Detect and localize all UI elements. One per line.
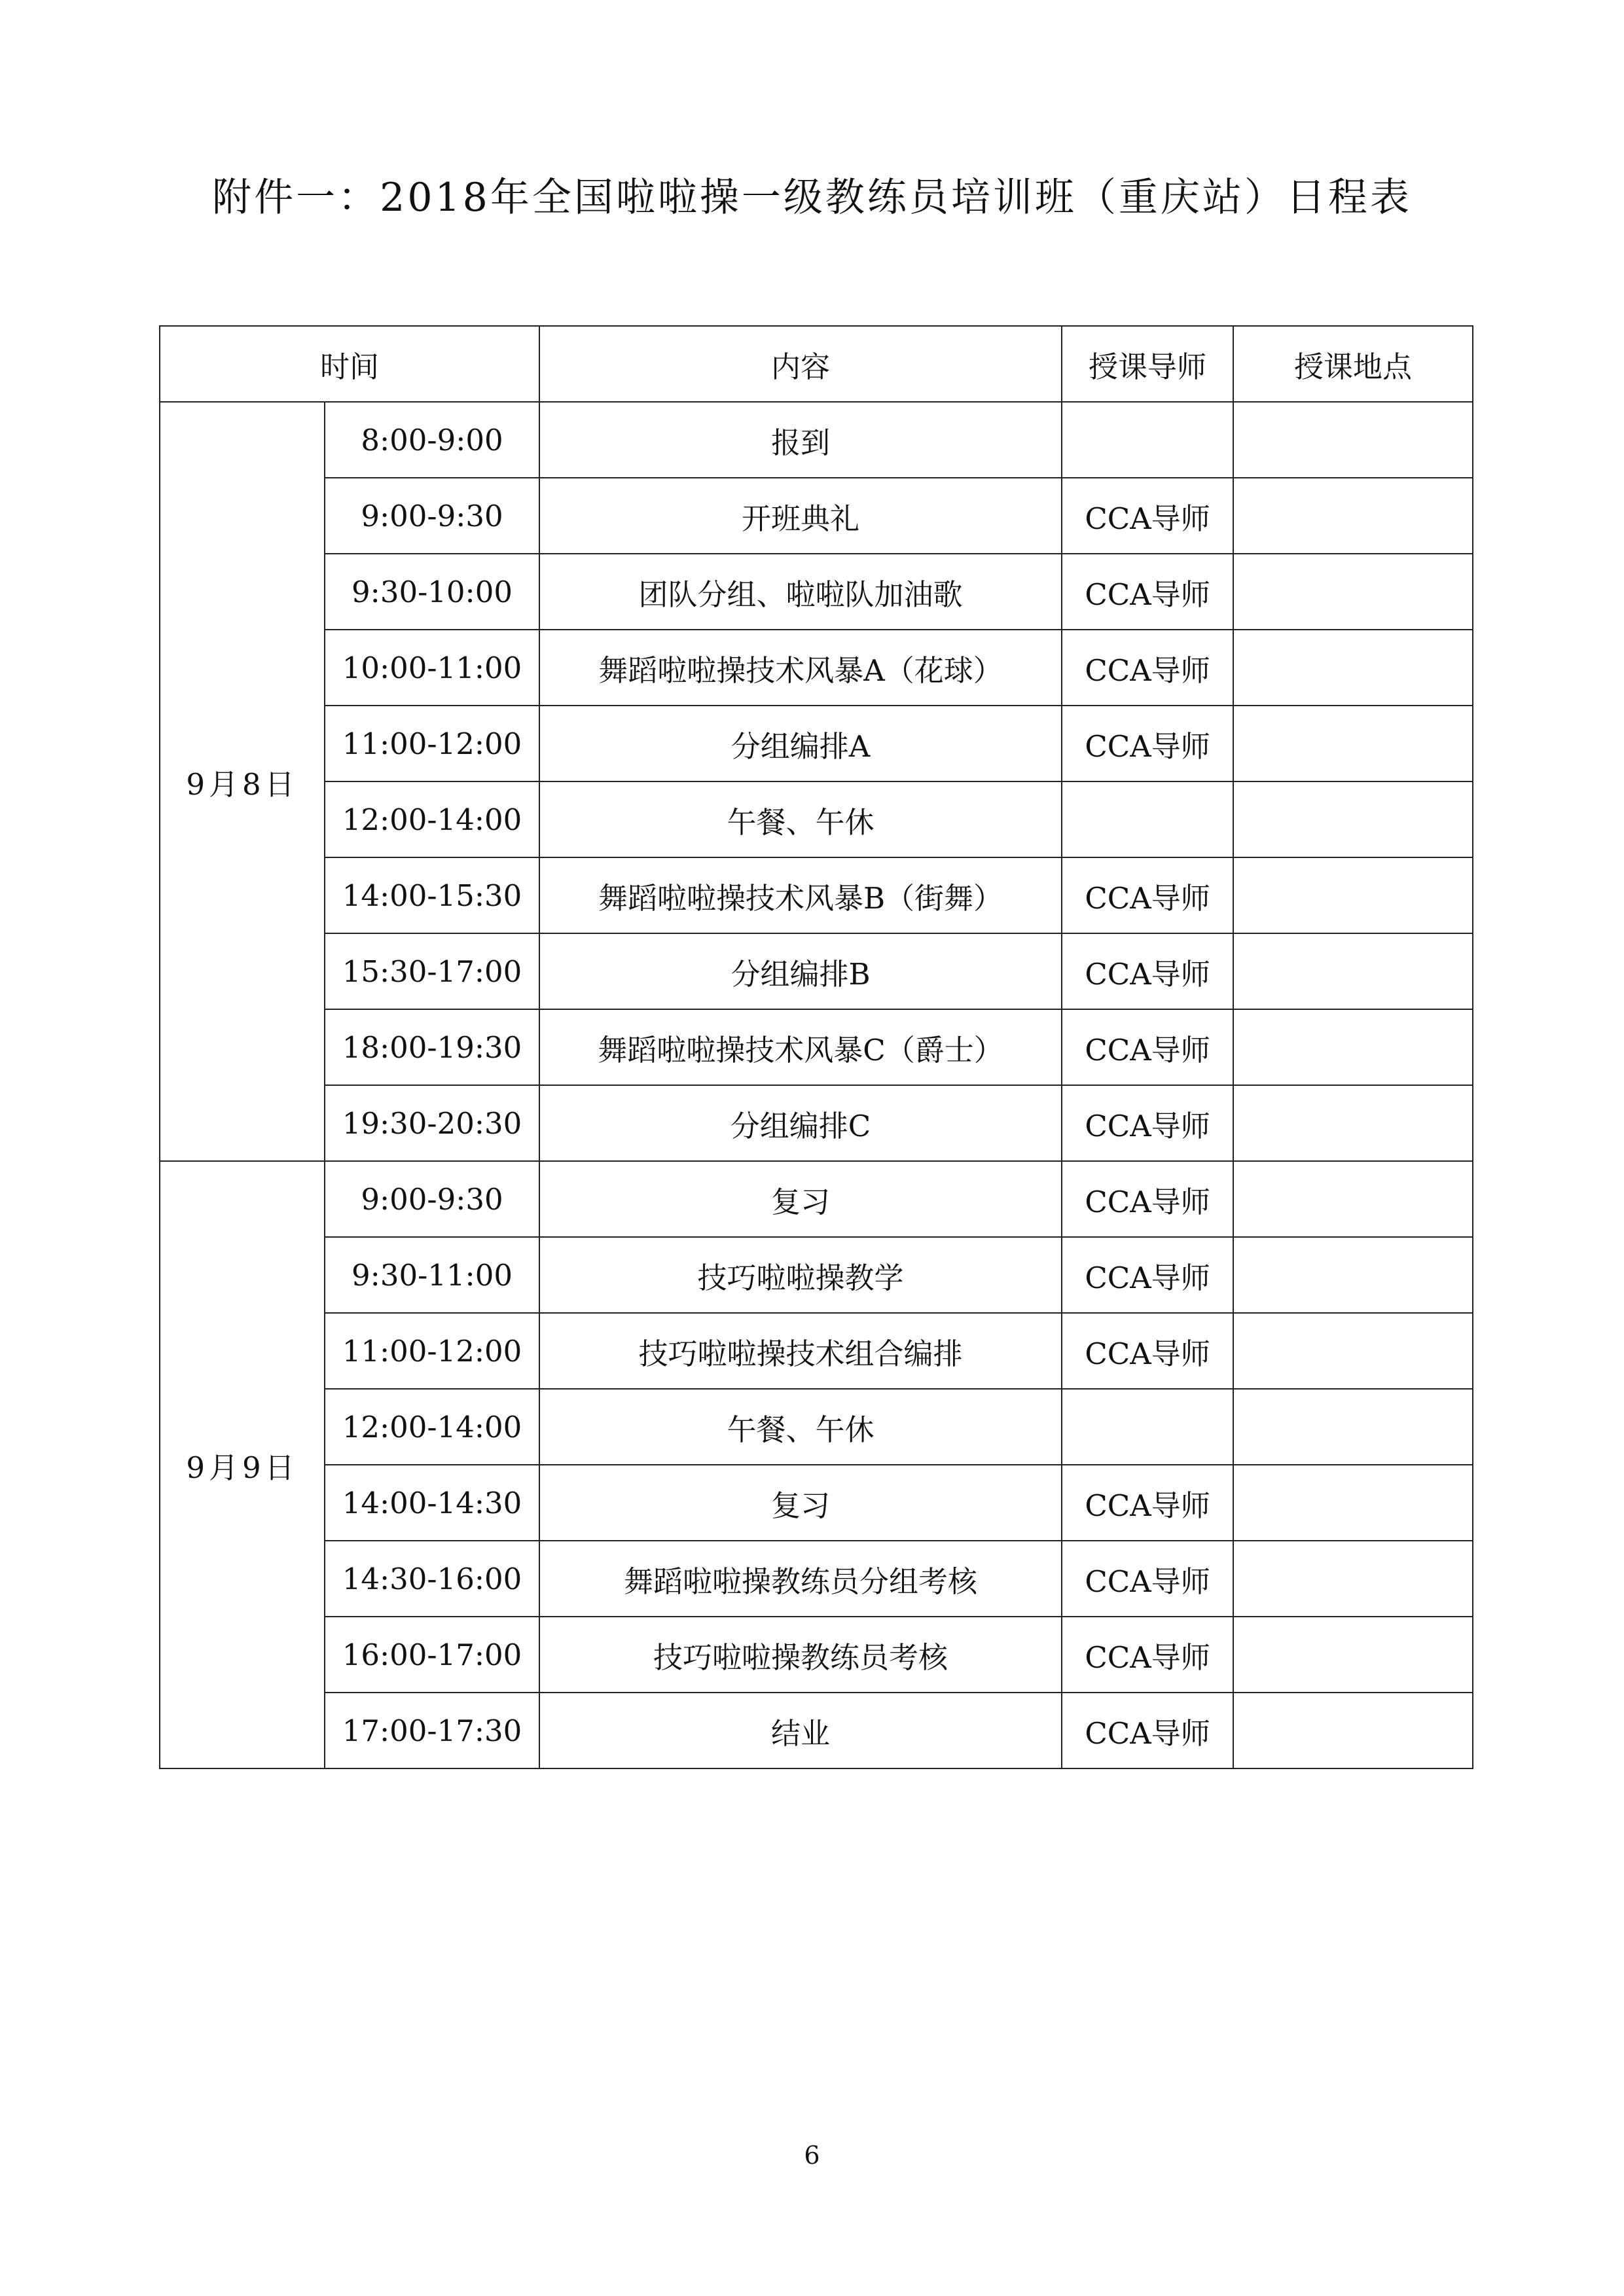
content-cell: 技巧啦啦操技术组合编排 <box>539 1313 1062 1389</box>
time-cell: 11:00-12:00 <box>325 1313 539 1389</box>
instructor-cell: CCA导师 <box>1062 1541 1233 1617</box>
instructor-cell: CCA导师 <box>1062 1085 1233 1161</box>
location-cell <box>1233 554 1473 630</box>
location-cell <box>1233 706 1473 781</box>
instructor-cell: CCA导师 <box>1062 1313 1233 1389</box>
table-row <box>160 1465 1473 1541</box>
content-cell: 舞蹈啦啦操技术风暴B（街舞） <box>539 857 1062 933</box>
content-cell: 舞蹈啦啦操技术风暴A（花球） <box>539 630 1062 706</box>
time-cell: 9:00-9:30 <box>325 478 539 554</box>
content-cell: 技巧啦啦操教学 <box>539 1237 1062 1313</box>
table-row <box>160 1389 1473 1465</box>
content-cell: 午餐、午休 <box>539 1389 1062 1465</box>
content-cell: 午餐、午休 <box>539 781 1062 857</box>
table-row <box>160 1541 1473 1617</box>
table-row <box>160 781 1473 857</box>
instructor-cell <box>1062 402 1233 478</box>
instructor-cell: CCA导师 <box>1062 933 1233 1009</box>
table-row <box>160 1313 1473 1389</box>
instructor-cell: CCA导师 <box>1062 554 1233 630</box>
content-cell: 技巧啦啦操教练员考核 <box>539 1617 1062 1693</box>
header-time: 时间 <box>160 326 539 402</box>
table-row <box>160 857 1473 933</box>
table-row <box>160 1161 1473 1237</box>
instructor-cell: CCA导师 <box>1062 1465 1233 1541</box>
table-row <box>160 630 1473 706</box>
content-cell: 复习 <box>539 1465 1062 1541</box>
table-row <box>160 1085 1473 1161</box>
time-cell: 8:00-9:00 <box>325 402 539 478</box>
header-content: 内容 <box>539 326 1062 402</box>
time-cell: 14:00-15:30 <box>325 857 539 933</box>
instructor-cell: CCA导师 <box>1062 630 1233 706</box>
location-cell <box>1233 857 1473 933</box>
location-cell <box>1233 402 1473 478</box>
time-cell: 9:30-11:00 <box>325 1237 539 1313</box>
time-cell: 19:30-20:30 <box>325 1085 539 1161</box>
date-cell: 9月8日 <box>160 402 325 1161</box>
time-cell: 17:00-17:30 <box>325 1693 539 1768</box>
location-cell <box>1233 1541 1473 1617</box>
location-cell <box>1233 478 1473 554</box>
instructor-cell: CCA导师 <box>1062 478 1233 554</box>
instructor-cell: CCA导师 <box>1062 857 1233 933</box>
header-instructor: 授课导师 <box>1062 326 1233 402</box>
content-cell: 舞蹈啦啦操技术风暴C（爵士） <box>539 1009 1062 1085</box>
content-cell: 舞蹈啦啦操教练员分组考核 <box>539 1541 1062 1617</box>
location-cell <box>1233 933 1473 1009</box>
location-cell <box>1233 1313 1473 1389</box>
table-row <box>160 478 1473 554</box>
instructor-cell: CCA导师 <box>1062 1617 1233 1693</box>
location-cell <box>1233 1085 1473 1161</box>
content-cell: 团队分组、啦啦队加油歌 <box>539 554 1062 630</box>
date-cell: 9月9日 <box>160 1161 325 1768</box>
table-row <box>160 1693 1473 1768</box>
time-cell: 12:00-14:00 <box>325 781 539 857</box>
table-row <box>160 554 1473 630</box>
instructor-cell <box>1062 781 1233 857</box>
page-number: 6 <box>804 2141 820 2170</box>
time-cell: 9:30-10:00 <box>325 554 539 630</box>
time-cell: 10:00-11:00 <box>325 630 539 706</box>
instructor-cell: CCA导师 <box>1062 1693 1233 1768</box>
content-cell: 复习 <box>539 1161 1062 1237</box>
location-cell <box>1233 1693 1473 1768</box>
time-cell: 15:30-17:00 <box>325 933 539 1009</box>
content-cell: 分组编排B <box>539 933 1062 1009</box>
table-row <box>160 402 1473 478</box>
header-location: 授课地点 <box>1233 326 1473 402</box>
time-cell: 11:00-12:00 <box>325 706 539 781</box>
location-cell <box>1233 1009 1473 1085</box>
location-cell <box>1233 1617 1473 1693</box>
table-row <box>160 706 1473 781</box>
table-header-row <box>160 326 1473 402</box>
time-cell: 9:00-9:30 <box>325 1161 539 1237</box>
location-cell <box>1233 630 1473 706</box>
content-cell: 分组编排C <box>539 1085 1062 1161</box>
location-cell <box>1233 1237 1473 1313</box>
instructor-cell <box>1062 1389 1233 1465</box>
table-row <box>160 933 1473 1009</box>
time-cell: 12:00-14:00 <box>325 1389 539 1465</box>
instructor-cell: CCA导师 <box>1062 1237 1233 1313</box>
content-cell: 开班典礼 <box>539 478 1062 554</box>
location-cell <box>1233 1161 1473 1237</box>
table-row <box>160 1237 1473 1313</box>
time-cell: 14:00-14:30 <box>325 1465 539 1541</box>
table-row <box>160 1617 1473 1693</box>
schedule-table <box>159 325 1473 1769</box>
time-cell: 16:00-17:00 <box>325 1617 539 1693</box>
table-row <box>160 1009 1473 1085</box>
instructor-cell: CCA导师 <box>1062 706 1233 781</box>
schedule-body <box>160 402 1473 1768</box>
content-cell: 分组编排A <box>539 706 1062 781</box>
content-cell: 报到 <box>539 402 1062 478</box>
location-cell <box>1233 1465 1473 1541</box>
instructor-cell: CCA导师 <box>1062 1161 1233 1237</box>
page-title: 附件一：2018年全国啦啦操一级教练员培训班（重庆站）日程表 <box>212 175 1412 221</box>
location-cell <box>1233 781 1473 857</box>
time-cell: 14:30-16:00 <box>325 1541 539 1617</box>
content-cell: 结业 <box>539 1693 1062 1768</box>
time-cell: 18:00-19:30 <box>325 1009 539 1085</box>
instructor-cell: CCA导师 <box>1062 1009 1233 1085</box>
location-cell <box>1233 1389 1473 1465</box>
